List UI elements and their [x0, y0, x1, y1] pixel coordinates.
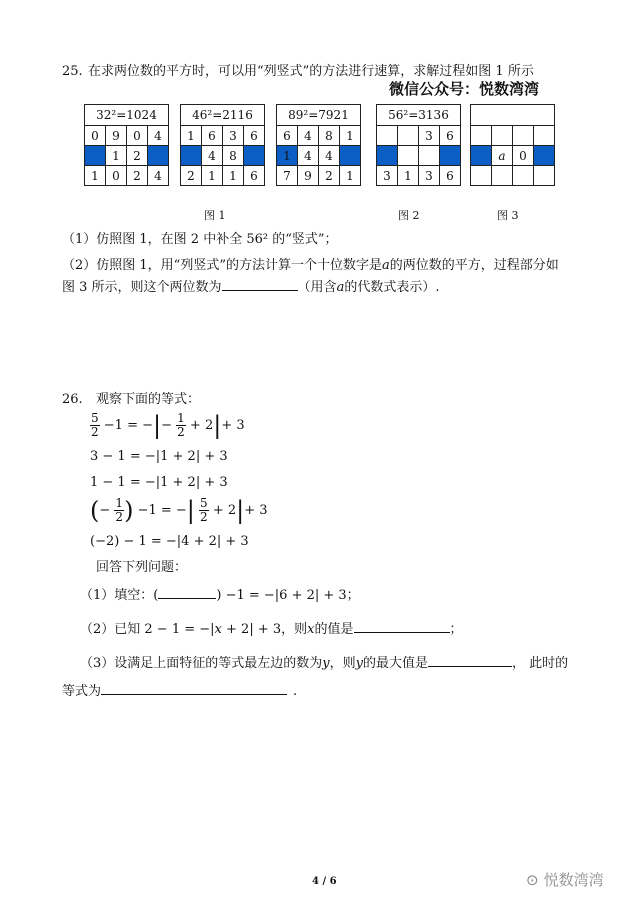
- q26-answer-intro: 回答下列问题：: [96, 560, 188, 575]
- eq1-left-fraction: [90, 412, 100, 439]
- grid-cell: 4: [148, 126, 169, 146]
- q26-p1-rest: −1 = −|6 + 2| + 3；: [221, 588, 360, 603]
- grid-cell: 3: [419, 166, 440, 186]
- grid-cell: [534, 166, 555, 186]
- grid-cell: [85, 146, 106, 166]
- grid-cell: [492, 126, 513, 146]
- grid-cell: 9: [298, 166, 319, 186]
- eq1-in-rest: + 2: [189, 418, 214, 433]
- grid-cell: 3: [377, 166, 398, 186]
- grid-cell: 9: [106, 126, 127, 146]
- grid-cell: 1: [181, 126, 202, 146]
- grid-title: 46²=2116: [181, 105, 265, 126]
- grid-cell: [398, 126, 419, 146]
- grid-cell: [377, 126, 398, 146]
- grid-cell: a: [492, 146, 513, 166]
- eq4-num: 1: [115, 496, 124, 510]
- square-grid: [376, 104, 461, 186]
- q26-p2-b: + 2| + 3，则: [221, 622, 308, 637]
- grid-cell: 2: [319, 166, 340, 186]
- q26-p2-end: ；: [449, 622, 463, 637]
- var-x-2: x: [307, 622, 315, 637]
- q26-part2: [80, 622, 463, 638]
- q26-number: 26.: [62, 392, 83, 407]
- grid-cell: [513, 166, 534, 186]
- grid-cell: 1: [277, 146, 298, 166]
- q26-p3-e: 等式为: [62, 684, 102, 699]
- grid-cell: [534, 126, 555, 146]
- answer-blank-q25[interactable]: [222, 290, 298, 291]
- eq4-fraction: [114, 497, 124, 524]
- grid-cell: [534, 146, 555, 166]
- grid-cell: 1: [106, 146, 127, 166]
- eq4-mid: −1 = −: [137, 503, 187, 518]
- eq4-open: −: [99, 503, 111, 518]
- eq1-in-fraction: [176, 412, 186, 439]
- grid-cell: 8: [319, 126, 340, 146]
- grid-cell: 6: [244, 166, 265, 186]
- q26-p3-b: ，则: [329, 656, 356, 671]
- equation-3: 1 − 1 = −|1 + 2| + 3: [90, 475, 228, 490]
- grid-cell: 8: [223, 146, 244, 166]
- grid-title: 56²=3136: [377, 105, 461, 126]
- eq4-in-rest: + 2: [212, 503, 237, 518]
- eq4-tail: + 3: [244, 503, 268, 518]
- eq4-den: 2: [115, 510, 124, 524]
- q26-p2-a: （2）已知 2 − 1 = −|: [80, 622, 215, 637]
- grid-cell: 7: [277, 166, 298, 186]
- grid-cell: [419, 146, 440, 166]
- square-grid: [276, 104, 361, 186]
- caption-fig3: 图 3: [497, 209, 519, 222]
- wechat-icon: ⊙: [526, 871, 539, 889]
- grid-cell: 1: [202, 166, 223, 186]
- grid-cell: 2: [127, 146, 148, 166]
- answer-blank-p2[interactable]: [354, 632, 450, 633]
- grid-cell: 6: [277, 126, 298, 146]
- grid-cell: 2: [181, 166, 202, 186]
- q25-sub2-b: 的两位数的平方，过程部分如: [389, 258, 559, 273]
- brand-text: 悦数湾湾: [543, 871, 604, 889]
- brand-watermark: [526, 869, 604, 890]
- q25-sub2-a: （2）仿照图 1，用“列竖式”的方法计算一个十位数字是: [62, 258, 382, 273]
- grid-cell: 4: [148, 166, 169, 186]
- q26-p1-label: （1）填空：: [80, 588, 154, 603]
- grid-cell: [440, 146, 461, 166]
- grid-cell: [377, 146, 398, 166]
- grid-cell: 3: [223, 126, 244, 146]
- grid-title: 32²=1024: [85, 105, 169, 126]
- q25-sub2-c: 图 3 所示，则这个两位数为: [62, 280, 222, 295]
- q25-sub2-line2: [62, 280, 439, 296]
- equation-2: 3 − 1 = −|1 + 2| + 3: [90, 449, 228, 464]
- square-grid: [470, 104, 555, 186]
- q25-sub2-line1: [62, 258, 559, 274]
- grid-cell: [492, 166, 513, 186]
- eq1-mid: −1 = −: [103, 418, 153, 433]
- var-y: y: [322, 656, 330, 671]
- eq4-in-fraction: [199, 497, 209, 524]
- q26-p2-c: 的值是: [314, 622, 354, 637]
- grid-cell: [471, 146, 492, 166]
- eq1-in-den: 2: [177, 425, 185, 439]
- equation-4: (− $\frac{1}{2}$ ) −1 = −| $\frac{5}{2}$ + 2|+ 3: [90, 496, 268, 525]
- grid-cell: 1: [340, 126, 361, 146]
- grid-cell: 0: [106, 166, 127, 186]
- q26-p3-d: ， 此时的: [512, 656, 569, 671]
- q25-sub1: （1）仿照图 1，在图 2 中补全 56² 的“竖式”；: [62, 232, 338, 247]
- eq1-tail: + 3: [221, 418, 245, 433]
- var-a-2: a: [336, 280, 345, 295]
- eq1-in-sign: −: [161, 418, 172, 433]
- grid-cell: 6: [244, 126, 265, 146]
- answer-blank-p3b[interactable]: [101, 694, 287, 695]
- equation-5: (−2) − 1 = −|4 + 2| + 3: [90, 534, 249, 549]
- grid-cell: 1: [340, 166, 361, 186]
- var-a: a: [381, 258, 390, 273]
- grid-cell: [148, 146, 169, 166]
- grid-cell: [513, 126, 534, 146]
- grid-cell: 4: [298, 146, 319, 166]
- grid-cell: 1: [85, 166, 106, 186]
- square-grid: [84, 104, 169, 186]
- watermark-banner: 微信公众号：悦数湾湾: [389, 80, 540, 98]
- caption-fig2: 图 2: [398, 209, 420, 222]
- grid-cell: [398, 146, 419, 166]
- eq4-in-num: 5: [200, 496, 208, 510]
- q26-p3-c: 的最大值是: [363, 656, 429, 671]
- grid-cell: 2: [127, 166, 148, 186]
- grid-title: [471, 105, 555, 126]
- equation-1: $\frac{5}{2}$ −1 = −|− $\frac{1}{2}$ + 2|+ 3: [91, 411, 245, 440]
- q25-sub2-e: 的代数式表示）.: [344, 280, 440, 295]
- grid-cell: [181, 146, 202, 166]
- grid-cell: [471, 166, 492, 186]
- grid-cell: 6: [202, 126, 223, 146]
- var-x: x: [214, 622, 222, 637]
- q26-intro: 观察下面的等式：: [96, 392, 201, 407]
- q26-part3-line1: [80, 656, 568, 672]
- grid-cell: 1: [223, 166, 244, 186]
- square-grid: [180, 104, 265, 186]
- grid-cell: 0: [513, 146, 534, 166]
- eq1-left-num: 5: [91, 411, 99, 425]
- caption-fig1: 图 1: [204, 209, 226, 222]
- grid-cell: 0: [127, 126, 148, 146]
- answer-blank-p3a[interactable]: [428, 666, 512, 667]
- q25-intro: 在求两位数的平方时，可以用“列竖式”的方法进行速算，求解过程如图 1 所示: [88, 64, 534, 79]
- eq1-left-den: 2: [91, 425, 99, 439]
- var-y-2: y: [355, 656, 364, 671]
- q26-part3-line2: [62, 684, 297, 700]
- eq4-in-den: 2: [200, 510, 208, 524]
- q26-p3-a: （3）设满足上面特征的等式最左边的数为: [80, 656, 323, 671]
- grid-cell: 6: [440, 166, 461, 186]
- answer-blank-p1[interactable]: [158, 598, 216, 599]
- eq1-in-num: 1: [177, 411, 185, 425]
- grid-cell: 4: [298, 126, 319, 146]
- q26-part1: （1）填空：( ) −1 = −|6 + 2| + 3；: [80, 588, 360, 603]
- q25-number: 25.: [62, 64, 83, 79]
- grid-cell: 3: [419, 126, 440, 146]
- q25-sub2-d: （用含: [297, 280, 337, 295]
- grid-cell: [244, 146, 265, 166]
- grid-title: 89²=7921: [277, 105, 361, 126]
- grid-cell: [340, 146, 361, 166]
- grid-cell: 1: [398, 166, 419, 186]
- q26-p3-end: .: [293, 684, 298, 699]
- grid-cell: 6: [440, 126, 461, 146]
- page-number: 4 / 6: [312, 876, 337, 887]
- grid-cell: [471, 126, 492, 146]
- grid-cell: 4: [202, 146, 223, 166]
- grid-cell: 4: [319, 146, 340, 166]
- grid-cell: 0: [85, 126, 106, 146]
